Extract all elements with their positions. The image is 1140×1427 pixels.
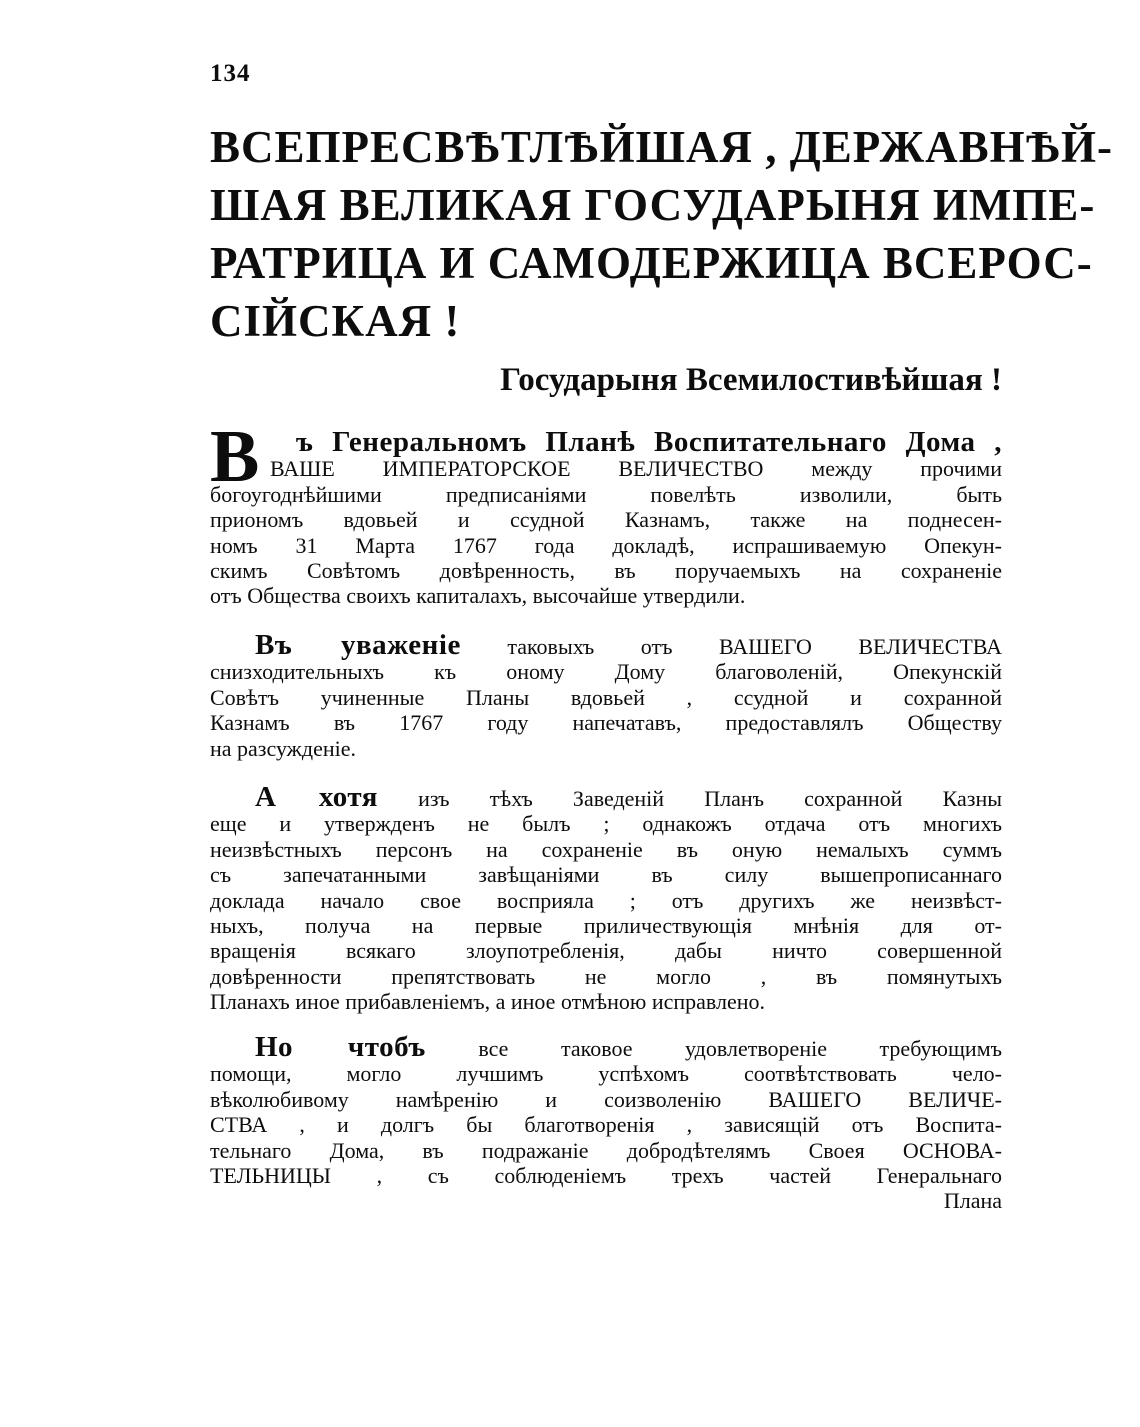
paragraph-1 [210,416,1002,609]
paragraph-line: вѣколюбивому намѣренію и соизволенію ВАШЕГО ВЕЛИЧЕ- [210,1086,1002,1112]
drop-cap: В [210,416,260,498]
paragraph-line: Казнамъ въ 1767 году напечатавъ, предоставлялъ Обществу [210,710,1002,736]
paragraph-line: А хотя изъ тѣхъ Заведеній Планъ сохранной Казны [255,781,1002,813]
paragraph-line: СТВА , и долгъ бы благотворенія , зависящій отъ Воспита- [210,1112,1002,1138]
paragraph-line: ныхъ, получа на первые приличествующія мнѣнія для от- [210,913,1002,939]
paragraph-line: богоугоднѣйшими предписаніями повелѣть изволили, быть [210,481,1002,507]
paragraph-line: скимъ Совѣтомъ довѣренность, въ поручаемыхъ на сохраненіе [210,558,1002,584]
paragraph-3 [210,781,1002,1015]
title-address [210,118,1113,350]
paragraph-line: отъ Общества своихъ капиталахъ, высочайше утвердили. [210,583,746,609]
page-number: 134 [210,60,251,87]
paragraph-line: съ запечатанными завѣщаніями въ силу вышепрописаннаго [210,862,1002,888]
paragraph-line: Совѣтъ учиненные Планы вдовьей , ссудной и сохранной [210,684,1002,710]
title-line: СІЙСКАЯ ! [210,296,461,346]
catchword: Плана [943,1188,1002,1214]
paragraph-line: Планахъ иное прибавленіемъ, а иное отмѣною исправлено. [210,989,766,1015]
paragraph-line: на разсужденіе. [210,735,356,761]
paragraph-line: тельнаго Дома, въ подражаніе добродѣтелямъ Своея ОСНОВА- [210,1137,1002,1163]
paragraph-line: номъ 31 Марта 1767 года докладѣ, испрашиваемую Опекун- [210,532,1002,558]
paragraph-line: доклада начало свое восприяла ; отъ другихъ же неизвѣст- [210,887,1002,913]
paragraph-line: еще и утвержденъ не былъ ; однакожъ отдача отъ многихъ [210,811,1002,837]
paragraph-line: Въ уваженіе таковыхъ отъ ВАШЕГО ВЕЛИЧЕСТВА [255,629,1002,661]
paragraph-2 [210,629,1002,761]
paragraph-4 [210,1031,1002,1214]
title-line: РАТРИЦА И САМОДЕРЖИЦА ВСЕРОС- [210,238,1093,288]
paragraph-line: приономъ вдовьей и ссудной Казнамъ, также на поднесен- [210,507,1002,533]
paragraph-lead: Но чтобъ [255,1031,426,1063]
paragraph-line: снизходительныхъ къ оному Дому благоволеній, Опекунскій [210,659,1002,685]
paragraph-line: неизвѣстныхъ персонъ на сохраненіе въ оную немалыхъ суммъ [210,836,1002,862]
paragraph-lead: Въ уваженіе [255,629,461,661]
salutation: Государыня Всемилостивѣйшая ! [500,362,1002,398]
paragraph-line: довѣренности препятствовать не могло , въ помянутыхъ [210,963,1002,989]
paragraph-line: ъ Генеральномъ Планѣ Воспитательнаго Дома , [296,426,1002,458]
paragraph-line: вращенія всякаго злоупотребленія, дабы ничто совершенной [210,938,1002,964]
title-line: ВСЕПРЕСВѢТЛѢЙШАЯ , ДЕРЖАВНѢЙ- [210,122,1113,172]
paragraph-line: Но чтобъ все таковое удовлетвореніе требующимъ [255,1031,1002,1063]
paragraph-line: ТЕЛЬНИЦЫ , съ соблюденіемъ трехъ частей Генеральнаго [210,1163,1002,1189]
paragraph-lead: А хотя [255,781,378,813]
paragraph-line: ВАШЕ ИМПЕРАТОРСКОЕ ВЕЛИЧЕСТВО между прочими [270,456,1002,482]
paragraph-line: помощи, могло лучшимъ успѣхомъ соотвѣтствовать чело- [210,1061,1002,1087]
title-line: ШАЯ ВЕЛИКАЯ ГОСУДАРЫНЯ ИМПЕ- [210,180,1096,230]
